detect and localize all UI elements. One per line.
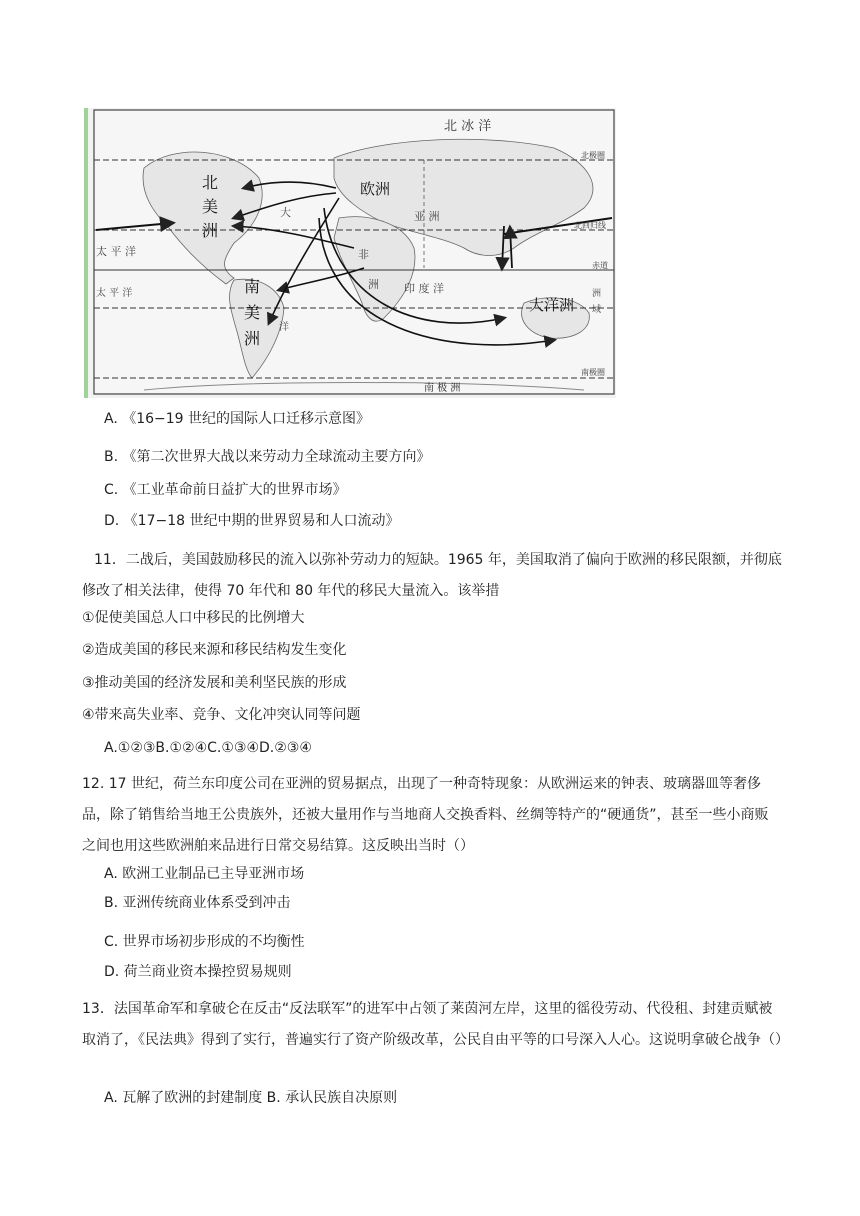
label-antarctica: 南 极 洲: [424, 383, 461, 394]
q10-option-a: A. 《16−19 世纪的国际人口迁移示意图》: [104, 411, 371, 427]
label-south-america: 美: [244, 303, 261, 322]
label-pacific: 太 平 洋: [96, 288, 133, 299]
label-equator: 赤道: [592, 261, 608, 270]
label-asia: 亚 洲: [414, 210, 440, 223]
q10-option-b: B. 《第二次世界大战以来劳动力全球流动主要方向》: [104, 449, 431, 465]
label-africa: 非: [358, 248, 369, 261]
label-north-america: 洲: [202, 221, 219, 240]
label-oceania-small-2: 域: [592, 305, 602, 315]
label-pacific: 太 平 洋: [96, 245, 136, 258]
label-arctic-circle: 北极圈: [581, 151, 605, 160]
label-oceania: 大洋洲: [529, 296, 575, 314]
q12-stem: 12. 17 世纪，荷兰东印度公司在亚洲的贸易据点，出现了一种奇特现象：从欧洲运来的钟表、玻璃器皿等奢侈品，除了销售给当地王公贵族外，还被大量用作与当地商人交换香料、丝绸等特产的“硬通货”，甚至一些小商贩之间也用这些欧洲舶来品进行日常交易结算。这反映出当时（）: [82, 776, 769, 854]
q12-option-d: D. 荷兰商业资本操控贸易规则: [104, 964, 292, 980]
label-europe: 欧洲: [360, 180, 391, 198]
world-migration-map: [84, 108, 616, 398]
label-south-america: 洲: [244, 329, 261, 348]
label-tropic-cancer: 北回归线: [574, 221, 606, 230]
label-north-america: 美: [202, 197, 219, 216]
label-indian-ocean: 印 度 洋: [404, 282, 444, 295]
q12-option-c: C. 世界市场初步形成的不均衡性: [104, 934, 305, 950]
q10-option-c: C. 《工业革命前日益扩大的世界市场》: [104, 482, 347, 498]
label-atlantic-2: 洋: [279, 322, 289, 333]
q11-stem: 11．二战后，美国鼓励移民的流入以弥补劳动力的短缺。1965 年，美国取消了偏向于欧洲的移民限额，并彻底修改了相关法律，使得 70 年代和 80 年代的移民大量流入。该举措: [82, 552, 782, 599]
q11-item-2: ②造成美国的移民来源和移民结构发生变化: [82, 642, 347, 658]
label-south-america: 南: [244, 277, 261, 296]
label-atlantic: 大: [280, 206, 291, 219]
label-oceania-small: 洲: [592, 289, 602, 299]
q11-item-3: ③推动美国的经济发展和美利坚民族的形成: [82, 675, 347, 691]
q13-options: A. 瓦解了欧洲的封建制度 B. 承认民族自决原则: [104, 1090, 398, 1106]
q11-item-1: ①促使美国总人口中移民的比例增大: [82, 610, 305, 626]
label-antarctic-circle: 南极圈: [581, 368, 605, 377]
label-north-america: 北: [202, 173, 219, 192]
q13-stem: 13．法国革命军和拿破仑在反击“反法联军”的进军中占领了莱茵河左岸，这里的徭役劳动、代役租、封建贡赋被取消了，《民法典》得到了实行，普遍实行了资产阶级改革，公民自由平等的口号深入人心。这说明拿破仑战争（）: [82, 1001, 789, 1048]
q12-option-b: B. 亚洲传统商业体系受到冲击: [104, 895, 291, 911]
q11-item-4: ④带来高失业率、竞争、文化冲突认同等问题: [82, 707, 361, 723]
q11-choices: A.①②③B.①②④C.①③④D.②③④: [104, 740, 312, 756]
label-arctic-ocean: 北 冰 洋: [444, 119, 492, 134]
q10-option-d: D. 《17−18 世纪中期的世界贸易和人口流动》: [104, 513, 400, 529]
label-africa: 洲: [368, 278, 379, 291]
q12-option-a: A. 欧洲工业制品已主导亚洲市场: [104, 866, 305, 882]
